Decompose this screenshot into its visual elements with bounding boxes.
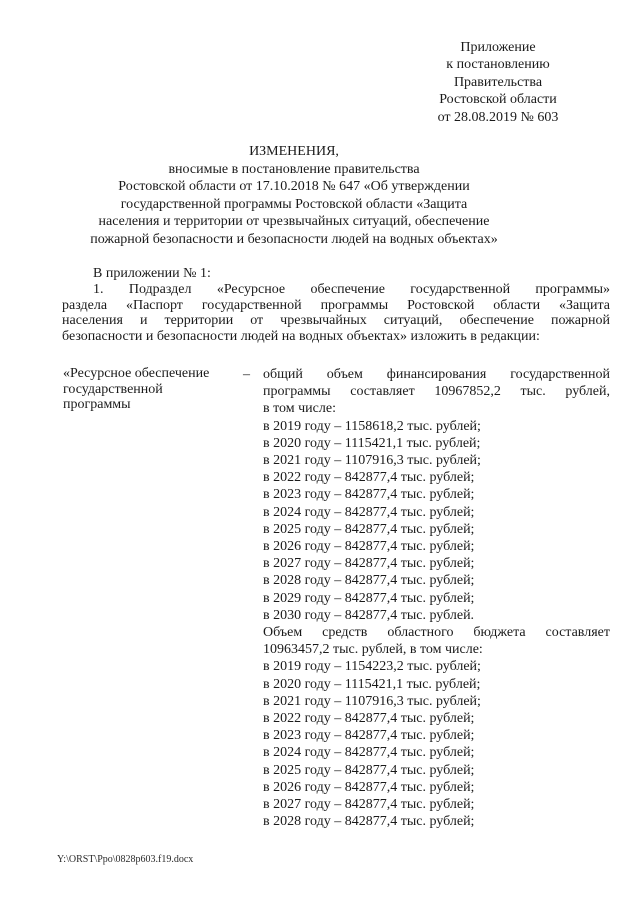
dash-separator: – — [243, 367, 250, 382]
amendment-item-1-line: раздела «Паспорт государственной программы Ростовской области «Защита — [62, 297, 610, 313]
oblast-budget-line: 10963457,2 тыс. рублей, в том числе: — [263, 642, 483, 658]
footer-file-path: Y:\ORST\Ppo\0828p603.f19.docx — [57, 854, 194, 865]
resource-label-line: «Ресурсное обеспечение — [63, 366, 210, 381]
year-amount-line: в 2020 году – 1115421,1 тыс. рублей; — [263, 435, 481, 451]
year-amount-line: в 2025 году – 842877,4 тыс. рублей; — [263, 521, 475, 537]
year-amount-line: в 2022 году – 842877,4 тыс. рублей; — [263, 711, 475, 727]
document-title-line: государственной программы Ростовской области «Защита — [120, 196, 468, 212]
total-years-list — [263, 418, 610, 624]
amendment-item-1-line: 1. Подраздел «Ресурсное обеспечение государственной программы» — [93, 281, 610, 297]
document-title-line: Ростовской области от 17.10.2018 № 647 «Об утверждении — [118, 179, 470, 195]
funding-total-line: общий объем финансирования государственной — [263, 367, 610, 382]
year-amount-line: в 2019 году – 1158618,2 тыс. рублей; — [263, 418, 481, 434]
year-amount-line: в 2027 году – 842877,4 тыс. рублей; — [263, 797, 475, 813]
document-title-line: ИЗМЕНЕНИЯ, — [249, 144, 339, 159]
year-amount-line: в 2028 году – 842877,4 тыс. рублей; — [263, 814, 475, 830]
amendment-item-1-line: безопасности и безопасности людей на водных объектах» изложить в редакции: — [62, 329, 540, 345]
year-amount-line: в 2023 году – 842877,4 тыс. рублей; — [263, 487, 475, 503]
funding-total-line: в том числе: — [263, 401, 336, 417]
funding-total-line: программы составляет 10967852,2 тыс. рублей, — [263, 384, 610, 400]
amendment-item-1-line: населения и территории от чрезвычайных ситуаций, обеспечение пожарной — [62, 313, 610, 329]
annex-header-line: к постановлению — [446, 57, 550, 73]
year-amount-line: в 2026 году – 842877,4 тыс. рублей; — [263, 539, 475, 555]
year-amount-line: в 2021 году – 1107916,3 тыс. рублей; — [263, 453, 481, 469]
year-amount-line: в 2021 году – 1107916,3 тыс. рублей; — [263, 693, 481, 709]
document-title-line: вносимые в постановление правительства — [168, 161, 420, 177]
year-amount-line: в 2023 году – 842877,4 тыс. рублей; — [263, 728, 475, 744]
year-amount-line: в 2024 году – 842877,4 тыс. рублей; — [263, 745, 475, 761]
resource-label-line: программы — [63, 397, 131, 413]
document-title-line: населения и территории от чрезвычайных ситуаций, обеспечение — [98, 214, 490, 230]
document-title — [55, 143, 533, 249]
resource-details-column — [263, 366, 610, 830]
year-amount-line: в 2026 году – 842877,4 тыс. рублей; — [263, 779, 475, 795]
year-amount-line: в 2028 году – 842877,4 тыс. рублей; — [263, 573, 475, 589]
resource-label-column — [63, 366, 243, 830]
annex-header-line: от 28.08.2019 № 603 — [437, 109, 559, 125]
annex-header-line: Ростовской области — [439, 92, 557, 108]
year-amount-line: в 2025 году – 842877,4 тыс. рублей; — [263, 762, 475, 778]
year-amount-line: в 2022 году – 842877,4 тыс. рублей; — [263, 470, 475, 486]
annex-header — [425, 39, 571, 126]
year-amount-line: в 2027 году – 842877,4 тыс. рублей; — [263, 556, 475, 572]
annex-header-line: Приложение — [460, 40, 536, 55]
year-amount-line: в 2019 году – 1154223,2 тыс. рублей; — [263, 659, 481, 675]
oblast-budget-line: Объем средств областного бюджета составляет — [263, 625, 610, 641]
year-amount-line: в 2030 году – 842877,4 тыс. рублей. — [263, 607, 475, 623]
document-title-line: пожарной безопасности и безопасности людей на водных объектах» — [90, 231, 498, 247]
intro-line: В приложении № 1: — [93, 266, 211, 281]
year-amount-line: в 2020 году – 1115421,1 тыс. рублей; — [263, 676, 481, 692]
resource-support-block — [63, 366, 610, 830]
year-amount-line: в 2024 году – 842877,4 тыс. рублей; — [263, 504, 475, 520]
intro-section — [62, 266, 610, 345]
oblast-years-list — [263, 658, 610, 830]
resource-label-line: государственной — [63, 381, 163, 397]
year-amount-line: в 2029 году – 842877,4 тыс. рублей; — [263, 590, 475, 606]
annex-header-line: Правительства — [453, 74, 543, 90]
